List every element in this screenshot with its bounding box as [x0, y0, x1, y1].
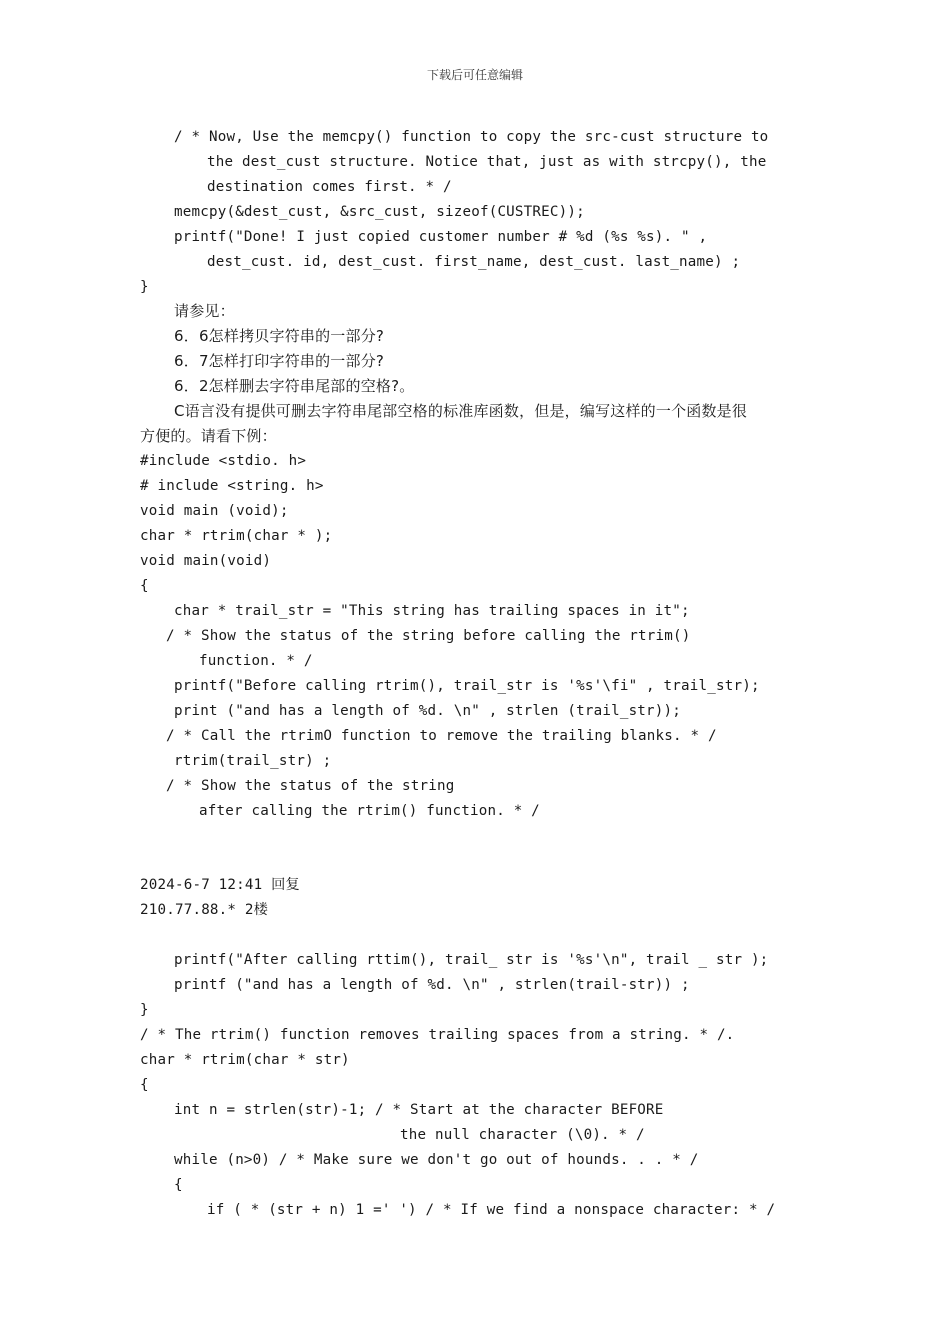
code-line: { [174, 1177, 183, 1193]
code-line: void main(void) [140, 553, 272, 569]
code-line: rtrim(trail_str) ; [174, 753, 332, 769]
code-line: int n = strlen(str)-1; / * Start at the character BEFORE [174, 1102, 664, 1118]
code-line: { [140, 578, 149, 594]
reply-floor: 210.77.88.* 2楼 [140, 902, 269, 918]
page-header: 下载后可任意编辑 [426, 68, 523, 82]
code-line: } [140, 1002, 149, 1018]
see-also-label: 请参见： [174, 302, 235, 320]
code-line: void main (void); [140, 503, 289, 519]
code-line: dest_cust. id, dest_cust. first_name, dest_cust. last_name) ; [207, 254, 741, 270]
code-line: while (n>0) / * Make sure we don't go out of hounds. . . * / [174, 1152, 699, 1168]
code-line: printf ("and has a length of %d. \n" , strlen(trail-str)) ; [174, 977, 690, 993]
code-line: print ("and has a length of %d. \n" , strlen (trail_str)); [174, 703, 682, 719]
see-also-item: 6．6怎样拷贝字符串的一部分? [174, 327, 385, 345]
code-line: function. * / [199, 653, 313, 669]
code-line: #include <stdio. h> [140, 453, 307, 469]
code-line: { [140, 1077, 149, 1093]
code-line: if ( * (str + n) 1 =' ') / * If we find a nonspace character: * / [207, 1202, 776, 1218]
code-line: # include <string. h> [140, 478, 324, 494]
reply-datetime: 2024-6-7 12:41 回复 [140, 877, 300, 893]
code-line: / * The rtrim() function removes trailing spaces from a string. * /. [140, 1027, 735, 1043]
code-line: the null character (\0). * / [400, 1127, 645, 1143]
code-line: / * Now, Use the memcpy() function to copy the src-cust structure to [174, 129, 769, 145]
code-line: } [140, 279, 149, 295]
code-line: / * Show the status of the string before calling the rtrim() [166, 628, 691, 644]
code-line: printf("Before calling rtrim(), trail_str is '%s'\fi" , trail_str); [174, 678, 760, 694]
see-also-item: 6．2怎样删去字符串尾部的空格?。 [174, 377, 415, 395]
code-line: char * rtrim(char * str) [140, 1052, 350, 1068]
intro-paragraph-line: C语言没有提供可删去字符串尾部空格的标准库函数，但是，编写这样的一个函数是很 [174, 402, 748, 420]
code-line: printf("Done! I just copied customer number # %d (%s %s). " , [174, 229, 708, 245]
code-line: after calling the rtrim() function. * / [199, 803, 540, 819]
code-line: the dest_cust structure. Notice that, just as with strcpy(), the [207, 154, 767, 170]
code-line: char * trail_str = "This string has trailing spaces in it"; [174, 603, 690, 619]
code-line: char * rtrim(char * ); [140, 528, 333, 544]
code-line: destination comes first. * / [207, 179, 452, 195]
intro-paragraph-line: 方便的。请看下例： [140, 427, 277, 445]
code-line: printf("After calling rttim(), trail_ str is '%s'\n", trail _ str ); [174, 952, 769, 968]
code-line: memcpy(&dest_cust, &src_cust, sizeof(CUSTREC)); [174, 204, 585, 220]
code-line: / * Call the rtrimO function to remove the trailing blanks. * / [166, 728, 717, 744]
see-also-item: 6．7怎样打印字符串的一部分? [174, 352, 385, 370]
code-line: / * Show the status of the string [166, 778, 455, 794]
